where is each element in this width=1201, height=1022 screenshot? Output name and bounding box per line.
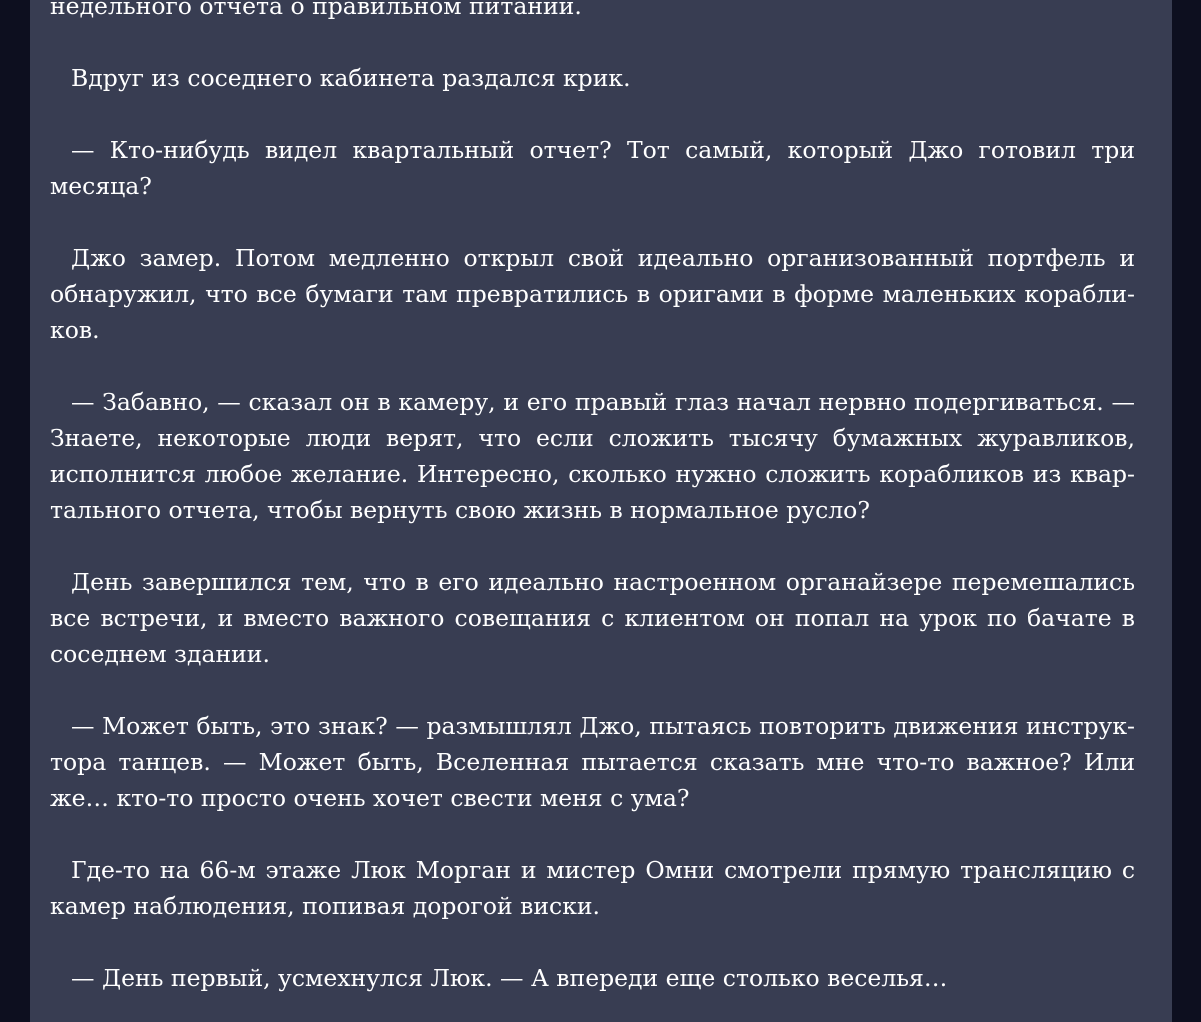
story-text	[50, 0, 1135, 1022]
paragraph-2: Вдруг из соседнего кабинета раздался крик.	[71, 64, 631, 92]
paragraph-8: Где-то на 66-м этаже Люк Морган и мистер Омни смотрели прямую трансляцию с камер наблюдения, попивая дорогой виски.	[50, 856, 1135, 920]
paragraph-5: — Забавно, — сказал он в камеру, и его правый глаз начал нервно подергиваться. — Знаете, некоторые люди верят, что если сложить тысячу бумажных журавликов, исполнится любое желание. Интересно, сколько нужно сложить корабликов из квартального отчета, чтобы вернуть свою жизнь в нормальное русло?	[50, 388, 1135, 524]
paragraph-7: — Может быть, это знак? — размышлял Джо, пытаясь повторить движения инструктора танцев. — Может быть, Вселенная пытается сказать мне что-то важное? Или же… кто-то просто очень хочет свести меня с ума?	[50, 712, 1135, 812]
paragraph-1: недельного отчета о правильном питании.	[50, 0, 582, 20]
paragraph-4: Джо замер. Потом медленно открыл свой идеально организованный портфель и обнаружил, что все бумаги там превратились в оригами в форме маленьких корабликов.	[50, 244, 1135, 344]
reader-page	[30, 0, 1172, 1022]
paragraph-9: — День первый, усмехнулся Люк. — А впереди еще столько веселья…	[71, 964, 948, 992]
paragraph-3: — Кто-нибудь видел квартальный отчет? Тот самый, который Джо готовил три месяца?	[50, 136, 1135, 200]
paragraph-6: День завершился тем, что в его идеально настроенном органайзере перемешались все встречи, и вместо важного совещания с клиентом он попал на урок по бачате в соседнем здании.	[50, 568, 1135, 668]
